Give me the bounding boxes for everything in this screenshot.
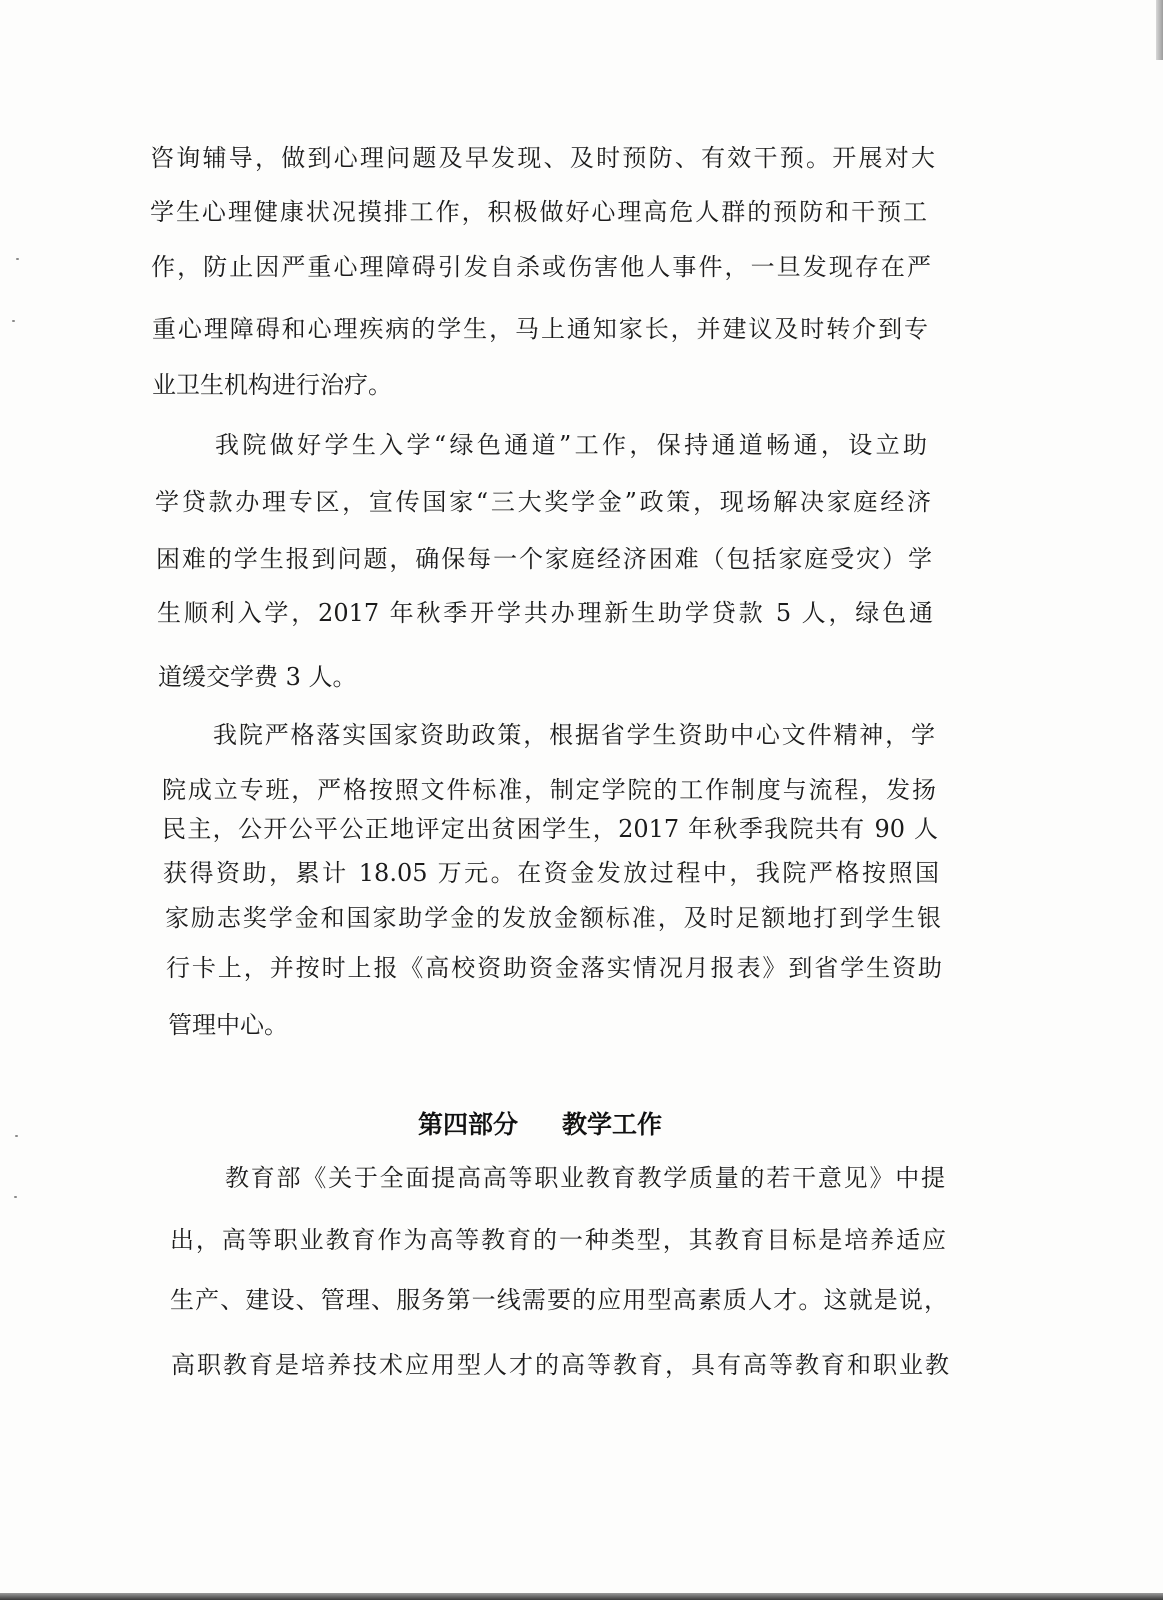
- scan-speck: [15, 1135, 18, 1137]
- paragraph-line: 困难的学生报到问题，确保每一个家庭经济困难（包括家庭受灾）学: [156, 545, 932, 573]
- paragraph-line: 学生心理健康状况摸排工作，积极做好心理高危人群的预防和干预工: [150, 198, 927, 226]
- paragraph-line: 管理中心。: [168, 1011, 288, 1039]
- paragraph-line: 学贷款办理专区，宣传国家“三大奖学金”政策，现场解决家庭经济: [155, 488, 931, 516]
- paragraph-line: 高职教育是培养技术应用型人才的高等教育，具有高等教育和职业教: [171, 1351, 949, 1379]
- paragraph-line: 家励志奖学金和国家助学金的发放金额标准，及时足额地打到学生银: [165, 904, 941, 932]
- paragraph-line: 民主，公开公平公正地评定出贫困学生，2017 年秋季我院共有 90 人: [162, 815, 938, 843]
- paragraph-line: 业卫生机构进行治疗。: [152, 371, 392, 399]
- scan-speck: [16, 258, 19, 260]
- paragraph-line: 我院做好学生入学“绿色通道”工作，保持通道畅通，设立助: [215, 431, 927, 459]
- paragraph-line: 出，高等职业教育作为高等教育的一种类型，其教育目标是培养适应: [170, 1226, 946, 1254]
- paragraph-line: 道缓交学费 3 人。: [158, 663, 357, 691]
- paragraph-line: 生顺利入学，2017 年秋季开学共办理新生助学贷款 5 人，绿色通: [157, 599, 933, 627]
- paragraph-line: 生产、建设、管理、服务第一线需要的应用型高素质人才。这就是说，: [170, 1286, 948, 1314]
- paragraph-line: 院成立专班，严格按照文件标准，制定学院的工作制度与流程，发扬: [162, 776, 936, 804]
- scan-speck: [12, 320, 15, 322]
- paragraph-line: 我院严格落实国家资助政策，根据省学生资助中心文件精神，学: [213, 721, 935, 749]
- section-title: 教学工作: [562, 1110, 663, 1139]
- paragraph-line: 获得资助，累计 18.05 万元。在资金发放过程中，我院严格按照国: [163, 859, 939, 887]
- paragraph-line: 作，防止因严重心理障碍引发自杀或伤害他人事件，一旦发现存在严: [151, 253, 931, 281]
- paragraph-line: 重心理障碍和心理疾病的学生，马上通知家长，并建议及时转介到专: [152, 315, 928, 343]
- scan-edge-right: [1156, 0, 1163, 60]
- section-part-label: 第四部分: [418, 1110, 519, 1139]
- paragraph-line: 咨询辅导，做到心理问题及早发现、及时预防、有效干预。开展对大: [150, 144, 935, 172]
- paragraph-line: 行卡上，并按时上报《高校资助资金落实情况月报表》到省学生资助: [166, 954, 942, 982]
- scan-edge-bottom: [0, 1593, 1163, 1600]
- scan-speck: [14, 1196, 17, 1198]
- paragraph-line: 教育部《关于全面提高高等职业教育教学质量的若干意见》中提: [225, 1164, 945, 1192]
